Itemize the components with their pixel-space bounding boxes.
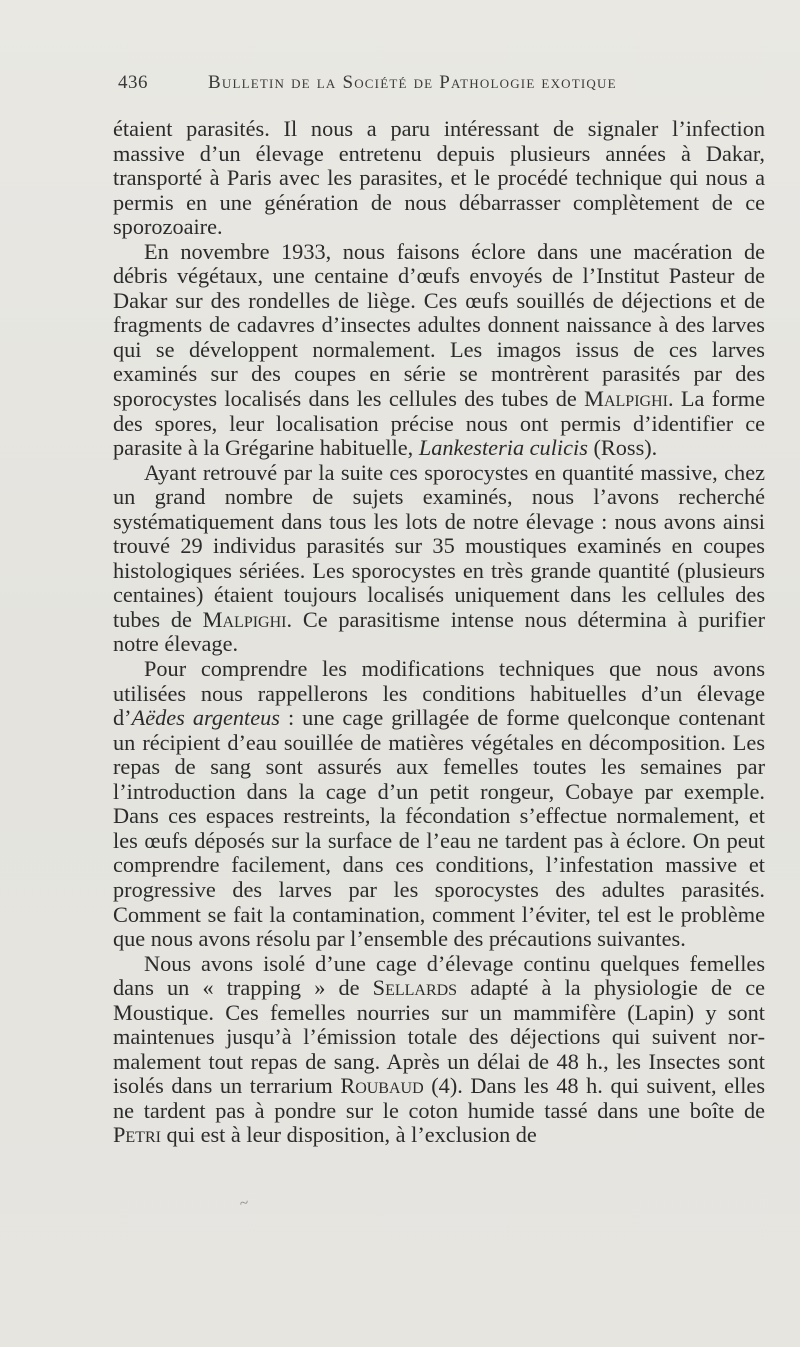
species-name: Lankesteria culicis: [418, 435, 588, 461]
paragraph-p5: [113, 952, 765, 1148]
article-body: [113, 117, 765, 1148]
paragraph-p3: [113, 461, 765, 657]
text-run: (4). Dans les 48 h. qui suivent, elles ne tardent pas à pondre sur le coton humide tassé dans une boîte de: [113, 1073, 765, 1123]
text-run: qui est à leur disposition, à l’exclusion de: [160, 1122, 537, 1148]
text-run: : une cage grillagée de forme quelconque contenant un récipient d’eau souillée de matières végétales en décomposition. Les repas de sang sont assurés aux femelles toutes les semaines par l’introduction dans la cage d’un petit rongeur, Cobaye par exemple. Dans ces espaces restreints, la fécondation s’effectue normalement, et les œufs déposés sur la surface de l’eau ne tardent pas à éclore. On peut comprendre facilement, dans ces conditions, l’infestation massive et progressive des larves par les sporocystes des adultes parasités. Comment se fait la contamination, comment l’éviter, tel est le problème que nous avons résolu par l’ensemble des précautions suivantes.: [113, 705, 766, 952]
journal-title: Bulletin de la Société de Pathologie exotique: [208, 72, 617, 93]
author-name: Malpighi: [584, 386, 668, 412]
text-run: Pour comprendre les modifications techniques que nous avons utilisées nous rappellerons les conditions habituelles d’un élevage d’: [113, 656, 765, 731]
ink-mark: ~: [238, 1194, 251, 1213]
text-run: Nous avons isolé d’une cage d’élevage continu quelques femelles dans un « trapping » de: [113, 950, 765, 1001]
paragraph-p1: [113, 117, 765, 240]
author-name: Sellards: [372, 975, 458, 1001]
species-name: Aëdes argenteus: [131, 705, 280, 731]
text-run: étaient parasités. Il nous a paru intéressant de signaler l’infection massive d’un élevage entretenu depuis plusieurs années à Dakar, transporté à Paris avec les parasites, et le procédé technique qui nous a permis en une génération de nous débarrasser complètement de ce sporozoaire.: [113, 116, 765, 240]
page-number: 436: [118, 72, 148, 93]
text-run: . La forme des spores, leur localisation précise nous ont permis d’identifier ce parasite à la Grégarine habituelle,: [113, 386, 765, 461]
paragraph-p4: [113, 657, 765, 952]
paragraph-p2: [113, 240, 765, 461]
text-run: (Ross).: [587, 435, 658, 461]
text-run: adapté à la physiologie de ce Moustique. Ces femelles nourries sur un mammifère (Lapin) y sont maintenues jusqu’à l’émission totale des déjections qui suivent normalement tout repas de sang. Après un délai de 48 h., les Insectes sont isolés dans un terrarium: [113, 975, 765, 1099]
author-name: Malpighi: [202, 606, 287, 632]
author-name: Petri: [113, 1122, 161, 1148]
author-name: Roubaud: [340, 1073, 424, 1099]
text-run: Ayant retrouvé par la suite ces sporocystes en quantité massive, chez un grand nombre de sujets examinés, nous l’avons recherché systématiquement dans tous les lots de notre élevage : nous avons ainsi trouvé 29 individus parasités sur 35 moustiques examinés en coupes histologiques sériées. Les sporocystes en très grande quantité (plusieurs centaines) étaient toujours localisés uniquement dans les cellules des tubes de: [113, 459, 765, 632]
running-header: [118, 72, 768, 94]
text-run: En novembre 1933, nous faisons éclore dans une macération de débris végétaux, une centaine d’œufs envoyés de l’Institut Pasteur de Dakar sur des rondelles de liège. Ces œufs souillés de déjections et de fragments de cadavres d’insectes adultes donnent naissance à des larves qui se développent normalement. Les imagos issus de ces larves examinés sur des coupes en série se montrèrent parasités par des sporocystes localisés dans les cellules des tubes de: [113, 238, 765, 412]
text-run: . Ce parasitisme intense nous détermina à purifier notre élevage.: [113, 606, 765, 657]
